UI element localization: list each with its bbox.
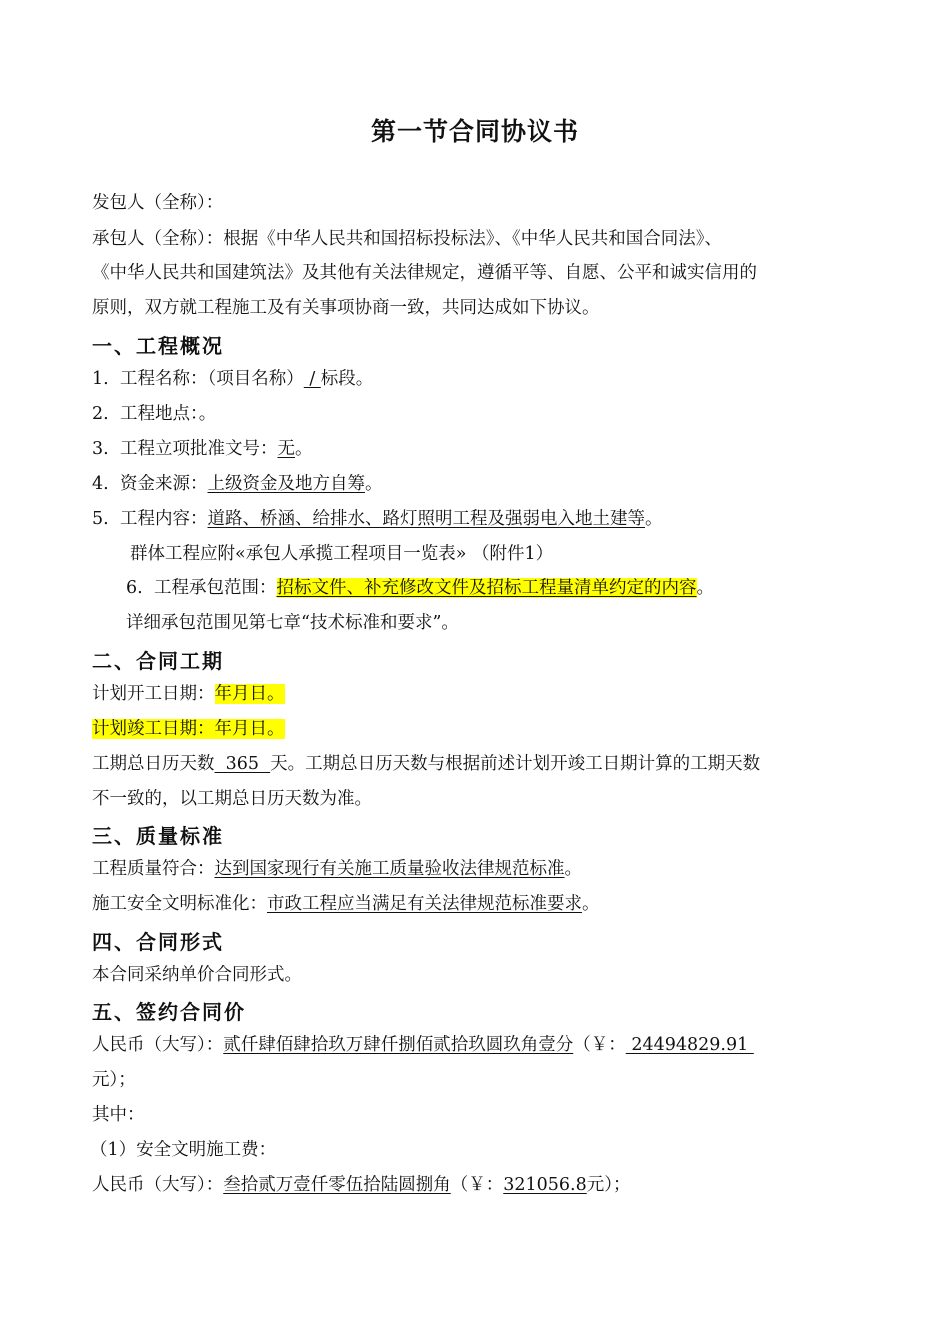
section-heading-duration: 二、合同工期 bbox=[92, 649, 224, 673]
item-number: 2. bbox=[92, 404, 109, 424]
safety-suffix: 。 bbox=[582, 894, 600, 914]
section-heading-overview: 一、工程概况 bbox=[92, 334, 224, 358]
total-days-suffix: 天。工期总日历天数与根据前述计划开竣工日期计算的工期天数 bbox=[270, 754, 761, 774]
item-number: 6. bbox=[126, 578, 143, 598]
quality-suffix: 。 bbox=[564, 859, 582, 879]
overview-item-5 bbox=[92, 506, 663, 532]
planned-start-value: 年月日。 bbox=[214, 684, 285, 704]
item-value: 无 bbox=[277, 439, 295, 459]
quality-value: 达到国家现行有关施工质量验收法律规范标准 bbox=[214, 859, 565, 879]
item-value: 道路、桥涵、给排水、路灯照明工程及强弱电入地土建等 bbox=[207, 509, 645, 529]
yen-label: （￥： bbox=[573, 1035, 626, 1055]
item-suffix: 。 bbox=[198, 404, 217, 424]
yen-value: 24494829.91 bbox=[625, 1035, 754, 1055]
item-label: 工程内容： bbox=[120, 509, 208, 529]
contract-form-text: 本合同采纳单价合同形式。 bbox=[92, 965, 302, 985]
safety-label: 施工安全文明标准化： bbox=[92, 894, 267, 914]
scope-detail-note: 详细承包范围见第七章“技术标准和要求”。 bbox=[126, 613, 459, 633]
total-days-label: 工期总日历天数 bbox=[92, 754, 215, 774]
item-suffix: 。 bbox=[365, 474, 383, 494]
item-label: 资金来源： bbox=[120, 474, 208, 494]
item-label: 工程立项批准文号： bbox=[120, 439, 278, 459]
safety-line bbox=[92, 891, 600, 917]
contract-price-line bbox=[92, 1032, 754, 1058]
quality-line bbox=[92, 856, 582, 882]
item-label: 工程名称：（项目名称） bbox=[120, 369, 304, 389]
employer-line: 发包人（全称）： bbox=[92, 193, 224, 213]
sub-yen-value: 321056.8 bbox=[503, 1175, 587, 1195]
item-suffix: 。 bbox=[696, 578, 714, 598]
contractor-line: 承包人（全称）：根据《中华人民共和国招标投标法》、《中华人民共和国合同法》、 bbox=[92, 229, 722, 249]
section-heading-quality: 三、质量标准 bbox=[92, 824, 224, 848]
intro-line-2: 《中华人民共和国建筑法》及其他有关法律规定，遵循平等、自愿、公平和诚实信用的 bbox=[92, 263, 757, 283]
item-suffix: 标段。 bbox=[320, 369, 374, 389]
item-label: 工程承包范围： bbox=[154, 578, 277, 598]
item-number: 4. bbox=[92, 474, 109, 494]
safety-fee-label: （1）安全文明施工费： bbox=[90, 1140, 277, 1160]
overview-item-1 bbox=[92, 366, 373, 392]
item-value: 上级资金及地方自筹 bbox=[207, 474, 365, 494]
total-days-line-2: 不一致的，以工期总日历天数为准。 bbox=[92, 789, 372, 809]
total-days-line bbox=[92, 751, 760, 777]
intro-line-3: 原则，双方就工程施工及有关事项协商一致，共同达成如下协议。 bbox=[92, 298, 600, 318]
planned-start-label: 计划开工日期： bbox=[92, 684, 215, 704]
among-label: 其中： bbox=[92, 1105, 145, 1125]
item-number: 1. bbox=[92, 369, 109, 389]
planned-start-line bbox=[92, 681, 285, 707]
overview-item-3 bbox=[92, 436, 313, 462]
safety-value: 市政工程应当满足有关法律规范标准要求 bbox=[267, 894, 582, 914]
item-label: 工程地点： bbox=[120, 404, 199, 424]
planned-finish-text: 计划竣工日期：年月日。 bbox=[92, 719, 285, 739]
page-title: 第一节合同协议书 bbox=[370, 117, 579, 146]
group-project-note: 群体工程应附«承包人承揽工程项目一览表» （附件1） bbox=[130, 544, 554, 564]
rmb-label: 人民币（大写）： bbox=[92, 1035, 224, 1055]
rmb-words: 贰仟肆佰肆拾玖万肆仟捌佰贰拾玖圆玖角壹分 bbox=[223, 1035, 574, 1055]
item-value: / bbox=[303, 369, 321, 389]
item-number: 5. bbox=[92, 509, 109, 529]
total-days-value: 365 bbox=[214, 754, 271, 774]
quality-label: 工程质量符合： bbox=[92, 859, 215, 879]
overview-item-2 bbox=[92, 401, 216, 427]
sub-yen-suffix: 元）； bbox=[586, 1175, 631, 1195]
item-value: 招标文件、补充修改文件及招标工程量清单约定的内容 bbox=[276, 578, 697, 598]
section-heading-contract-form: 四、合同形式 bbox=[92, 930, 224, 954]
sub-rmb-words: 叁拾贰万壹仟零伍拾陆圆捌角 bbox=[223, 1175, 451, 1195]
planned-finish-line bbox=[92, 716, 285, 742]
item-suffix: 。 bbox=[645, 509, 663, 529]
section-heading-contract-price: 五、签约合同价 bbox=[92, 1000, 246, 1024]
sub-rmb-label: 人民币（大写）： bbox=[92, 1175, 224, 1195]
item-number: 3. bbox=[92, 439, 109, 459]
overview-item-6 bbox=[126, 575, 714, 601]
item-suffix: 。 bbox=[295, 439, 313, 459]
safety-fee-line bbox=[92, 1172, 631, 1198]
overview-item-4 bbox=[92, 471, 383, 497]
sub-yen-label: （￥： bbox=[450, 1175, 504, 1195]
contract-price-line-2: 元）； bbox=[92, 1070, 136, 1090]
